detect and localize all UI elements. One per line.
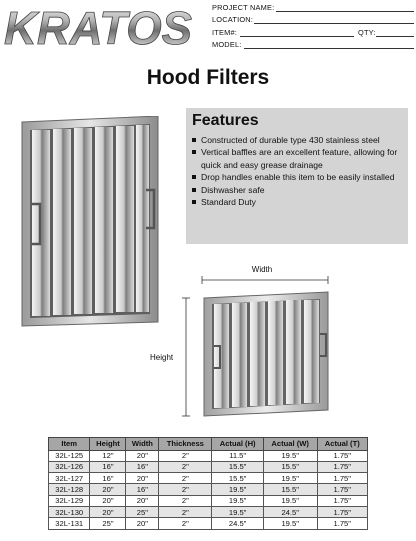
table-cell: 19.5"	[263, 518, 317, 529]
feature-item: Constructed of durable type 430 stainless steel	[192, 134, 402, 146]
table-cell: 19.5"	[263, 473, 317, 484]
location-line[interactable]	[254, 23, 414, 24]
svg-text:KRATOS: KRATOS	[4, 2, 193, 54]
table-cell: 1.75"	[317, 450, 368, 461]
table-row	[49, 506, 368, 517]
table-row	[49, 450, 368, 461]
model-line[interactable]	[244, 48, 414, 49]
table-cell: 2"	[159, 495, 212, 506]
item-row	[208, 25, 414, 38]
col-header-actual-w: Actual (W)	[263, 438, 317, 451]
project-name-label: PROJECT NAME:	[212, 2, 275, 12]
features-list	[192, 134, 402, 208]
bullet-icon	[192, 188, 196, 192]
width-label: Width	[251, 265, 273, 274]
table-cell: 25"	[90, 518, 126, 529]
table-cell: 1.75"	[317, 461, 368, 472]
table-cell: 2"	[159, 518, 212, 529]
table-cell: 2"	[159, 484, 212, 495]
table-cell: 16"	[126, 484, 159, 495]
qty-label: QTY:	[358, 27, 376, 37]
col-header-width: Width	[126, 438, 159, 451]
table-cell: 15.5"	[212, 461, 263, 472]
model-label: MODEL:	[212, 40, 242, 49]
table-cell: 32L-129	[49, 495, 90, 506]
table-cell: 32L-131	[49, 518, 90, 529]
feature-item: Vertical baffles are an excellent feature, allowing for quick and easy grease drainage	[192, 146, 402, 171]
table-cell: 16"	[126, 461, 159, 472]
bullet-icon	[192, 150, 196, 154]
bullet-icon	[192, 138, 196, 142]
table-cell: 15.5"	[212, 473, 263, 484]
table-cell: 15.5"	[263, 461, 317, 472]
table-cell: 2"	[159, 473, 212, 484]
project-name-line[interactable]	[276, 11, 414, 12]
table-cell: 20"	[90, 506, 126, 517]
col-header-actual-h: Actual (H)	[212, 438, 263, 451]
table-cell: 24.5"	[212, 518, 263, 529]
hood-filter-front-image	[204, 292, 328, 416]
table-cell: 1.75"	[317, 484, 368, 495]
table-cell: 11.5"	[212, 450, 263, 461]
height-label: Height	[150, 353, 174, 362]
table-cell: 2"	[159, 450, 212, 461]
project-name-row	[208, 0, 414, 13]
bullet-icon	[192, 175, 196, 179]
table-cell: 15.5"	[263, 484, 317, 495]
table-header-row	[49, 438, 368, 451]
table-cell: 20"	[126, 473, 159, 484]
table-cell: 19.5"	[263, 495, 317, 506]
table-cell: 1.75"	[317, 518, 368, 529]
qty-line[interactable]	[376, 36, 414, 37]
features-box	[186, 108, 408, 244]
table-cell: 24.5"	[263, 506, 317, 517]
table-cell: 16"	[90, 461, 126, 472]
item-line[interactable]	[240, 36, 354, 37]
table-row	[49, 484, 368, 495]
table-row	[49, 473, 368, 484]
table-row	[49, 518, 368, 529]
col-header-item: Item	[49, 438, 90, 451]
feature-item: Dishwasher safe	[192, 184, 402, 196]
bullet-icon	[192, 200, 196, 204]
table-cell: 20"	[126, 495, 159, 506]
location-label: LOCATION:	[212, 15, 254, 24]
table-cell: 20"	[126, 450, 159, 461]
table-cell: 32L-130	[49, 506, 90, 517]
table-row	[49, 495, 368, 506]
table-cell: 20"	[90, 484, 126, 495]
table-cell: 2"	[159, 461, 212, 472]
project-fields	[208, 0, 414, 50]
kratos-logo	[2, 2, 194, 54]
features-heading: Features	[192, 112, 259, 129]
table-cell: 19.5"	[212, 484, 263, 495]
table-cell: 20"	[126, 518, 159, 529]
dimension-diagram	[140, 262, 416, 432]
spec-table	[48, 437, 368, 530]
table-cell: 32L-128	[49, 484, 90, 495]
col-header-height: Height	[90, 438, 126, 451]
feature-item: Standard Duty	[192, 196, 402, 208]
table-cell: 32L-125	[49, 450, 90, 461]
page-title: Hood Filters	[146, 66, 270, 89]
table-cell: 32L-127	[49, 473, 90, 484]
table-cell: 32L-126	[49, 461, 90, 472]
table-cell: 1.75"	[317, 473, 368, 484]
table-cell: 12"	[90, 450, 126, 461]
table-cell: 1.75"	[317, 495, 368, 506]
table-cell: 19.5"	[263, 450, 317, 461]
table-cell: 19.5"	[212, 495, 263, 506]
table-cell: 1.75"	[317, 506, 368, 517]
location-row	[208, 13, 414, 26]
table-cell: 2"	[159, 506, 212, 517]
model-row	[208, 38, 414, 51]
feature-item: Drop handles enable this item to be easily installed	[192, 171, 402, 183]
table-row	[49, 461, 368, 472]
table-cell: 25"	[126, 506, 159, 517]
table-cell: 20"	[90, 495, 126, 506]
col-header-actual-t: Actual (T)	[317, 438, 368, 451]
table-cell: 19.5"	[212, 506, 263, 517]
item-label: ITEM#:	[212, 27, 238, 37]
table-cell: 16"	[90, 473, 126, 484]
col-header-thickness: Thickness	[159, 438, 212, 451]
